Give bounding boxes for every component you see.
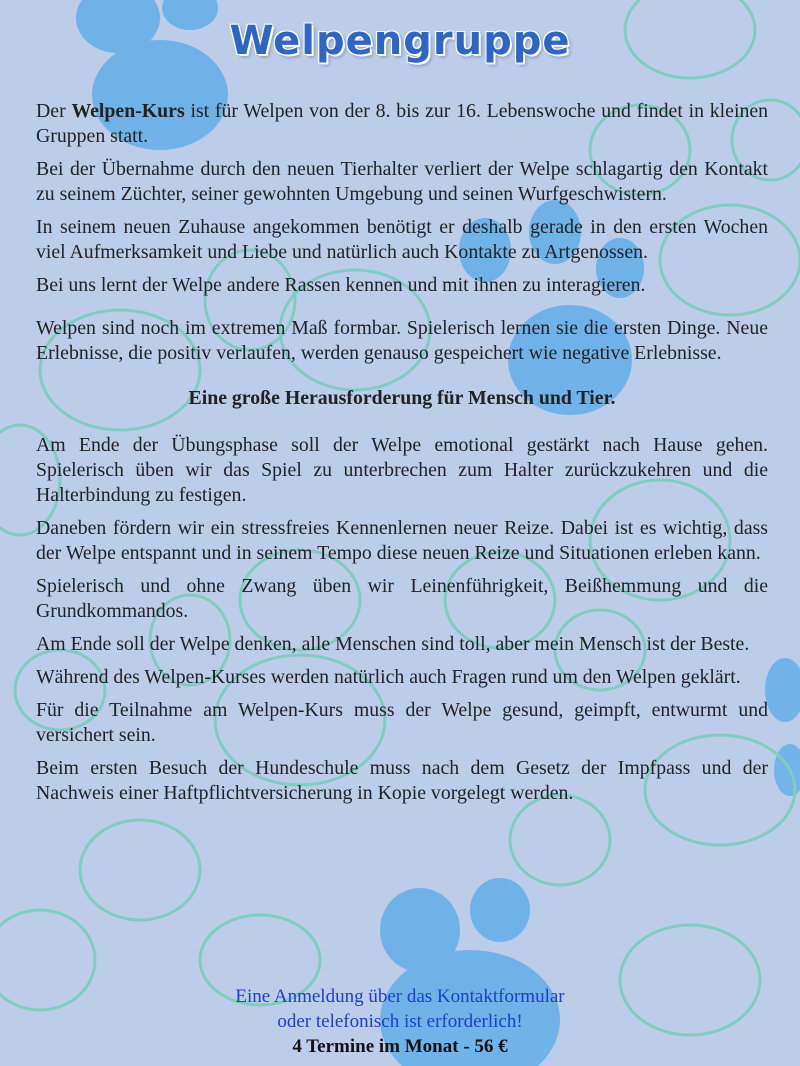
registration-footer <box>0 984 800 1059</box>
paragraph: Daneben fördern wir ein stressfreies Kennenlernen neuer Reize. Dabei ist es wichtig, dass der Welpe entspannt und in seinem Tempo diese neuen Reize und Situationen erleben kann. <box>36 517 768 564</box>
paw-print-icon <box>765 658 800 796</box>
paragraph: In seinem neuen Zuhause angekommen benötigt er deshalb gerade in den ersten Wochen viel Aufmerksamkeit und Liebe und natürlich auch Kontakte zu Artgenossen. <box>36 216 768 263</box>
paragraph: Für die Teilnahme am Welpen-Kurs muss der Welpe gesund, geimpft, entwurmt und versichert sein. <box>36 699 768 746</box>
course-name: Welpen-Kurs <box>71 100 185 122</box>
paragraph: Bei uns lernt der Welpe andere Rassen kennen und mit ihnen zu interagieren. <box>36 274 646 296</box>
paragraph: Welpen sind noch im extremen Maß formbar. Spielerisch lernen sie die ersten Dinge. Neue Erlebnisse, die positiv verlaufen, werden genauso gespeichert wie negative Erlebnisse. <box>36 317 768 364</box>
intro-paragraph <box>36 99 768 149</box>
paragraph: Beim ersten Besuch der Hundeschule muss nach dem Gesetz der Impfpass und der Nachweis einer Haftpflichtversicherung in Kopie vorgelegt werden. <box>36 757 768 804</box>
registration-line-1: Eine Anmeldung über das Kontaktformular <box>235 986 565 1007</box>
paragraph: Bei der Übernahme durch den neuen Tierhalter verliert der Welpe schlagartig den Kontakt zu seinem Züchter, seiner gewohnten Umgebung und seinen Wurfgeschwistern. <box>36 158 768 205</box>
registration-line-2: oder telefonisch ist erforderlich! <box>277 1011 523 1032</box>
main-text <box>36 99 768 814</box>
page-title: Welpengruppe <box>229 18 571 64</box>
intro-prefix: Der <box>36 100 72 122</box>
paragraph: Am Ende soll der Welpe denken, alle Menschen sind toll, aber mein Mensch ist der Beste. <box>36 633 750 655</box>
paragraph: Am Ende der Übungsphase soll der Welpe emotional gestärkt nach Hause gehen. Spielerisch üben wir das Spiel zu unterbrechen zum Halter zurückzukehren und die Halterbindung zu festigen. <box>36 434 768 506</box>
section-heading: Eine große Herausforderung für Mensch und Tier. <box>188 387 616 409</box>
price-line: 4 Termine im Monat - 56 € <box>292 1036 508 1057</box>
intro-suffix: ist für Welpen von der 8. bis zur 16. Lebenswoche und findet in kleinen Gruppen statt. <box>36 100 768 147</box>
paragraph: Während des Welpen-Kurses werden natürlich auch Fragen rund um den Welpen geklärt. <box>36 666 741 688</box>
paragraph: Spielerisch und ohne Zwang üben wir Leinenführigkeit, Beißhemmung und die Grundkommandos. <box>36 575 768 622</box>
